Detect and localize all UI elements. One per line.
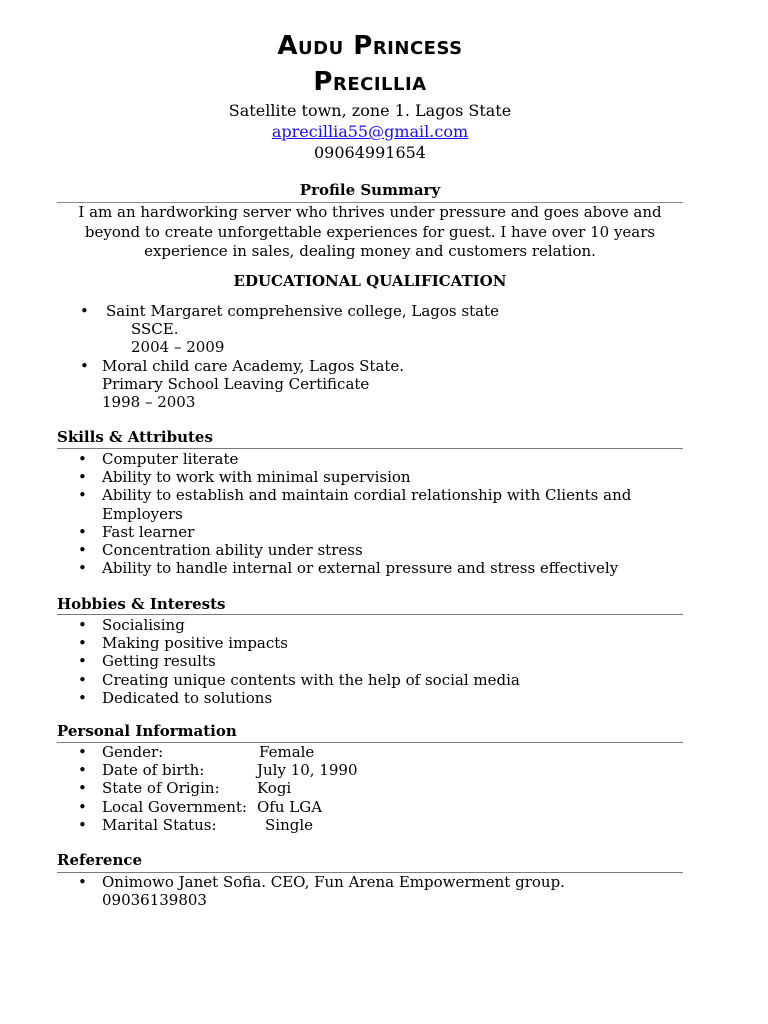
bullet-icon: • <box>78 522 87 541</box>
skill-item <box>0 468 662 486</box>
name-line-2: Precillia <box>313 67 427 97</box>
bullet-icon: • <box>78 450 87 468</box>
bullet-icon: • <box>78 743 87 761</box>
skill-item <box>0 559 662 577</box>
education-heading: EDUCATIONAL QUALIFICATION <box>233 272 507 290</box>
years: 1998 – 2003 <box>102 393 196 412</box>
hobby-item <box>0 671 662 689</box>
personal-item <box>0 816 662 834</box>
skill-text: Ability to work with minimal supervision <box>102 468 411 487</box>
bullet-icon: • <box>78 486 87 505</box>
personal-item <box>0 743 662 761</box>
bullet-icon: • <box>78 797 87 816</box>
email-link[interactable]: aprecillia55@gmail.com <box>271 122 469 141</box>
personal-heading: Personal Information <box>57 722 237 740</box>
personal-value: Female <box>259 743 315 761</box>
bullet-icon: • <box>78 815 87 834</box>
bullet-icon: • <box>78 468 87 487</box>
address: Satellite town, zone 1. Lagos State <box>228 101 512 120</box>
certificate: SSCE. <box>131 320 179 339</box>
bullet-icon: • <box>78 779 87 798</box>
hobby-text: Creating unique contents with the help of social media <box>102 670 520 689</box>
phone: 09064991654 <box>314 143 426 162</box>
skill-text: Fast learner <box>102 522 195 541</box>
personal-item <box>0 761 662 779</box>
school-name: Moral child care Academy, Lagos State. <box>102 356 405 375</box>
bullet-icon: • <box>80 356 89 375</box>
personal-value: Ofu LGA <box>257 797 323 816</box>
hobbies-list <box>0 616 662 707</box>
bullet-icon: • <box>78 559 87 578</box>
skill-item <box>0 523 662 541</box>
education-list <box>0 302 666 411</box>
skill-text: Computer literate <box>102 450 239 468</box>
hobby-text: Dedicated to solutions <box>102 688 273 707</box>
personal-label: Marital Status: <box>102 815 217 834</box>
skills-heading: Skills & Attributes <box>57 428 213 446</box>
bullet-icon: • <box>78 761 87 780</box>
name-line-1: Audu Princess <box>277 31 463 61</box>
profile-summary-heading: Profile Summary <box>299 181 441 199</box>
hobbies-divider <box>57 614 683 615</box>
skill-text: Concentration ability under stress <box>102 541 363 560</box>
skill-text: Ability to handle internal or external pressure and stress effectively <box>102 559 619 578</box>
bullet-icon: • <box>78 873 87 891</box>
skills-divider <box>57 448 683 449</box>
bullet-icon: • <box>80 302 89 320</box>
bullet-icon: • <box>78 652 87 671</box>
hobby-text: Making positive impacts <box>102 634 288 653</box>
hobby-item <box>0 634 662 652</box>
reference-heading: Reference <box>57 851 143 869</box>
skill-item <box>0 541 662 559</box>
contact-block <box>57 100 683 163</box>
hobby-text: Socialising <box>102 616 185 634</box>
skill-item <box>0 450 662 468</box>
profile-summary-text: I am an hardworking server who thrives under pressure and goes above and beyond to create unforgettable experiences for guest. I have over 10 years experience in sales, dealing money and customers relation. <box>78 203 662 260</box>
candidate-name <box>57 28 683 100</box>
reference-item <box>0 873 662 909</box>
bullet-icon: • <box>78 616 87 634</box>
school-name: Saint Margaret comprehensive college, Lagos state <box>106 302 499 320</box>
bullet-icon: • <box>78 541 87 560</box>
skill-text: Ability to establish and maintain cordial relationship with Clients and Employers <box>102 486 632 523</box>
personal-label: Local Government: <box>102 797 247 816</box>
education-item <box>0 357 666 412</box>
personal-label: State of Origin: <box>102 779 220 798</box>
bullet-icon: • <box>78 634 87 653</box>
personal-value: Single <box>265 815 314 834</box>
personal-item <box>0 798 662 816</box>
reference-text: Onimowo Janet Sofia. CEO, Fun Arena Empowerment group. 09036139803 <box>102 873 565 910</box>
years: 2004 – 2009 <box>131 338 225 357</box>
personal-value: Kogi <box>257 779 292 798</box>
bullet-icon: • <box>78 670 87 689</box>
skill-item <box>0 486 662 522</box>
hobbies-heading: Hobbies & Interests <box>57 595 226 613</box>
bullet-icon: • <box>78 688 87 707</box>
education-item <box>0 302 666 357</box>
hobby-item <box>0 652 662 670</box>
reference-list <box>0 873 662 909</box>
skills-list <box>0 450 662 577</box>
personal-item <box>0 779 662 797</box>
certificate: Primary School Leaving Certificate <box>102 374 370 393</box>
personal-label: Gender: <box>102 743 164 761</box>
hobby-item <box>0 616 662 634</box>
hobby-item <box>0 689 662 707</box>
hobby-text: Getting results <box>102 652 216 671</box>
personal-label: Date of birth: <box>102 761 205 780</box>
personal-list <box>0 743 662 834</box>
personal-value: July 10, 1990 <box>257 761 358 780</box>
